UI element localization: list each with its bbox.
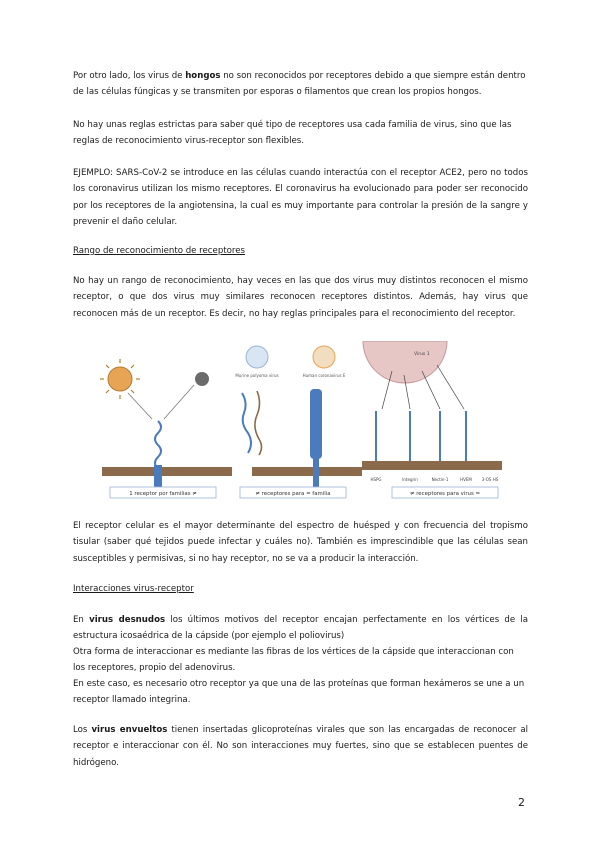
heading-interacciones: Interacciones virus-receptor <box>73 584 194 594</box>
svg-text:≠ receptores para virus =: ≠ receptores para virus = <box>409 491 481 497</box>
coronavirus-icon <box>313 346 335 368</box>
enveloped-virus-icon <box>363 341 447 383</box>
paragraph-rango: No hay un rango de reconocimiento, hay veces en las que dos virus muy distintos reconocen el mismo receptor, o que dos virus muy similares reconocen receptores distintos. Además, hay virus que reconocen más de un receptor. Es decir, no hay reglas principales para el reconocimiento del receptor. <box>73 276 528 319</box>
receptor-coil-icon <box>155 421 161 469</box>
term-hongos: hongos <box>185 71 221 81</box>
svg-text:Virus 1: Virus 1 <box>414 352 430 357</box>
svg-text:Human coronavirus E: Human coronavirus E <box>302 373 346 378</box>
receptor-diagram-figure <box>92 341 512 503</box>
term-virus-envueltos: virus envueltos <box>91 725 168 735</box>
panel-two-receptors <box>235 346 362 487</box>
svg-text:Murine polyoma virus: Murine polyoma virus <box>235 373 279 378</box>
svg-text:1 receptor por familias ≠: 1 receptor por familias ≠ <box>129 491 197 497</box>
paragraph-fibras: Otra forma de interaccionar es mediante las fibras de los vértices de la cápside que interaccionan con los receptores, propio del adenovirus. <box>73 647 514 674</box>
paragraph-ejemplo-sars: EJEMPLO: SARS-CoV-2 se introduce en las células cuando interactúa con el receptor ACE2, pero no todos los coronavirus utilizan los mismo receptores. El coronavirus ha evolucionado para poder ser reconocido por los receptores de la angiotensina, la cual es muy importante para controlar la presión de la sangre y prevenir el daño celular. <box>73 168 528 228</box>
svg-text:3-OS HS: 3-OS HS <box>481 477 499 482</box>
term-virus-desnudos: virus desnudos <box>89 615 166 625</box>
membrane-icon <box>102 467 232 476</box>
receptor-column-icon <box>310 389 322 459</box>
svg-text:HVEM: HVEM <box>460 477 472 482</box>
svg-text:Nectin-1: Nectin-1 <box>431 477 449 482</box>
panel-three-receptors <box>362 341 502 482</box>
heading-rango-reconocimiento: Rango de reconocimiento de receptores <box>73 246 246 256</box>
page-number: 2 <box>518 796 525 809</box>
paragraph-hongos: Por otro lado, los virus de hongos no son reconocidos por receptores debido a que siempre están dentro de las células fúngicas y se transmiten por esporas o filamentos que crean los propios hongos. <box>73 71 526 98</box>
grey-virus-icon <box>195 372 209 386</box>
paragraph-receptor-celular: El receptor celular es el mayor determinante del espectro de huésped y con frecuencia del tropismo tisular (saber qué tejidos puede infectar y cuáles no). También es imprescindible que las células sean susceptibles y permisivas, si no hay receptor, no se va a producir la interacción. <box>73 521 528 564</box>
polyoma-virus-icon <box>246 346 268 368</box>
paragraph-integrina: En este caso, es necesario otro receptor ya que una de las proteínas que forman hexámeros se une a un receptor llamado integrina. <box>73 679 525 706</box>
panel-one-receptor <box>100 359 232 489</box>
paragraph-reglas: No hay unas reglas estrictas para saber qué tipo de receptores usa cada familia de virus, sino que las reglas de reconocimiento virus-receptor son flexibles. <box>73 120 512 147</box>
paragraph-virus-envueltos: Los virus envueltos tienen insertadas glicoproteínas virales que son las encargadas de reconocer al receptor e interaccionar con él. No son interacciones muy fuertes, sino que se establecen puentes de hidrógeno. <box>73 725 528 768</box>
svg-text:≠ receptores para = familia: ≠ receptores para = familia <box>255 491 331 497</box>
svg-text:Integrin: Integrin <box>402 477 418 482</box>
orange-virus-icon <box>100 359 140 399</box>
svg-text:HSPG: HSPG <box>370 477 382 482</box>
paragraph-virus-desnudos: En virus desnudos los últimos motivos del receptor encajan perfectamente en los vértices de la estructura icosaédrica de la cápside (por ejemplo el poliovirus) <box>73 615 529 642</box>
